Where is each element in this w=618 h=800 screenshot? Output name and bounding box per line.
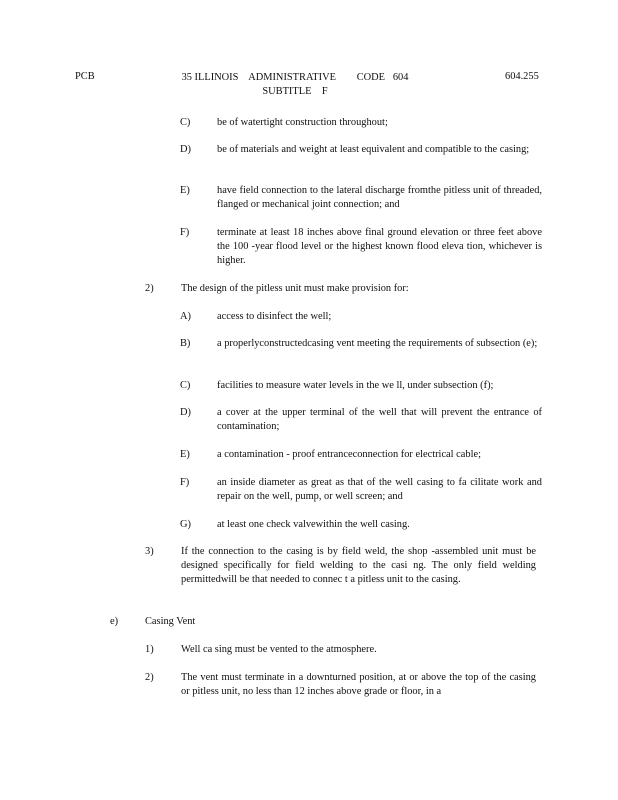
item-label: D): [180, 407, 191, 418]
item-label: 2): [145, 672, 154, 683]
item-label: e): [110, 616, 119, 627]
header-left: PCB: [75, 71, 95, 82]
item-label: B): [180, 338, 191, 349]
item-text: be of watertight construction throughout;: [217, 117, 388, 128]
item-label: C): [180, 117, 191, 128]
item-text: an inside diameter as great as that of the well casing to fa cilitate work and repair on the well, pump, or well screen; and: [217, 477, 542, 502]
item-text: The design of the pitless unit must make provision for:: [181, 283, 409, 294]
item-label: E): [180, 449, 190, 460]
item-text: have field connection to the lateral discharge fromthe pitless unit of threaded, flanged or mechanical joint connection; and: [217, 185, 542, 210]
item-label: F): [180, 227, 190, 238]
item-text: a cover at the upper terminal of the well that will prevent the entrance of contamination;: [217, 407, 542, 432]
item-text: Casing Vent: [145, 616, 196, 627]
item-text: terminate at least 18 inches above final ground elevation or three feet above the 100 -year flood level or the highest known flood eleva tion, whichever is higher.: [217, 227, 542, 266]
item-label: 2): [145, 283, 154, 294]
item-label: G): [180, 519, 191, 530]
item-label: D): [180, 144, 191, 155]
item-text: The vent must terminate in a downturned position, at or above the top of the casing or pitless unit, no less than 12 inches above grade or floor, in a: [181, 672, 536, 697]
item-text: be of materials and weight at least equivalent and compatible to the casing;: [217, 144, 530, 155]
item-text: a contamination - proof entranceconnection for electrical cable;: [217, 449, 481, 460]
item-text: at least one check valvewithin the well casing.: [217, 519, 410, 530]
item-text: Well ca sing must be vented to the atmosphere.: [181, 644, 377, 655]
item-label: 3): [145, 546, 154, 557]
item-text: facilities to measure water levels in the we ll, under subsection (f);: [217, 380, 494, 391]
item-label: F): [180, 477, 190, 488]
item-text: If the connection to the casing is by field weld, the shop -assembled unit must be designed specifically for field welding to the casi ng. The only field welding permittedwill be that needed to connec t a pitless unit to the casing.: [181, 546, 536, 585]
header-center-line1: 35 ILLINOIS ADMINISTRATIVE CODE 604: [181, 72, 409, 83]
header-right: 604.255: [505, 71, 539, 82]
item-label: C): [180, 380, 191, 391]
header-center-line2: SUBTITLE F: [262, 86, 328, 97]
header-center: [165, 71, 425, 99]
item-label: 1): [145, 644, 154, 655]
item-label: A): [180, 311, 191, 322]
item-label: E): [180, 185, 190, 196]
item-text: a properlyconstructedcasing vent meeting the requirements of subsection (e);: [217, 338, 538, 349]
item-text: access to disinfect the well;: [217, 311, 332, 322]
